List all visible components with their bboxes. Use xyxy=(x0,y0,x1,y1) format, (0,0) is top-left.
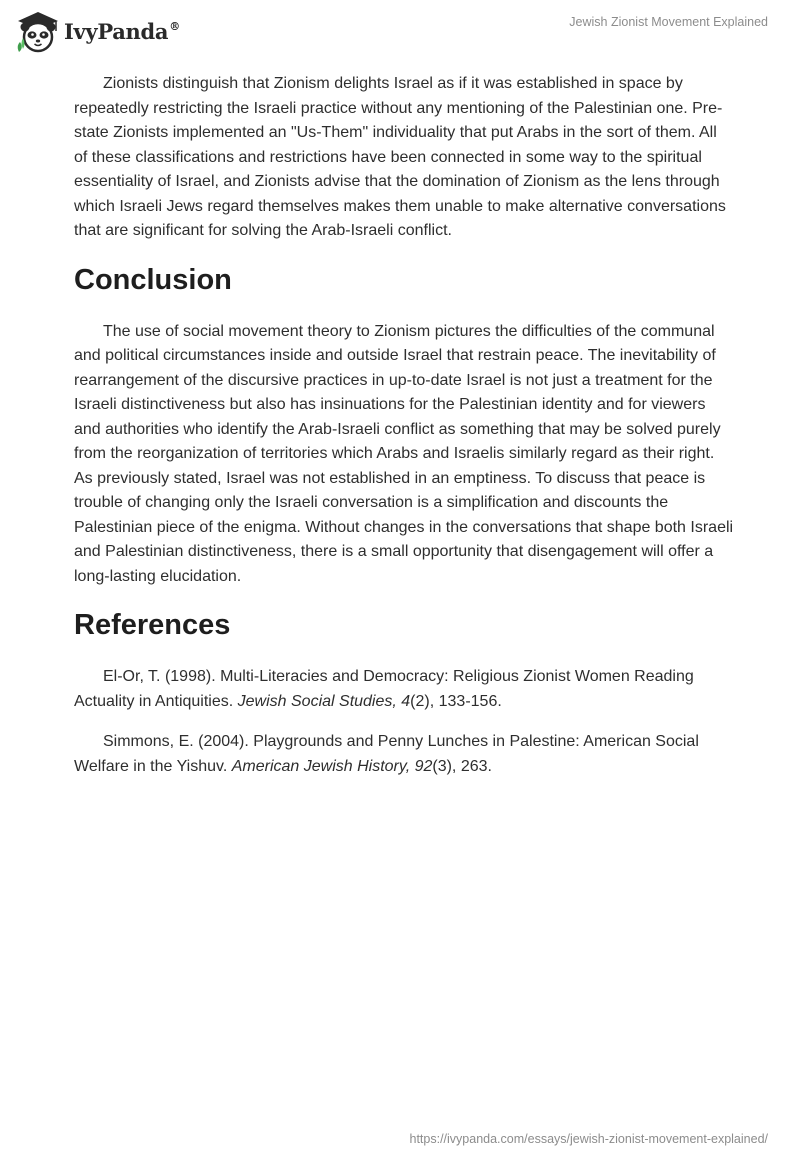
conclusion-paragraph: The use of social movement theory to Zionism pictures the difficulties of the communal and political circumstances inside and outside Israel that restrain peace. The inevitability of rearrangement of the discursive practices in up-to-date Israel is not just a treatment for the Israeli distinctiveness but also has insinuations for the Palestinian identity and for viewers and authorities who identify the Arab-Israeli conflict as something that may be solved purely from the reorganization of territories which Arabs and Israelis similarly regard as their right. As previously stated, Israel was not established in an emptiness. To discuss that peace is trouble of changing only the Israeli conversation is a simplification and discounts the Palestinian piece of the enigma. Without changes in the conversations that shape both Israeli and Palestinian distinctiveness, there is a small opportunity that disengagement will offer a long-lasting elucidation. xyxy=(74,322,734,585)
page-header xyxy=(0,0,800,60)
source-url-link[interactable]: https://ivypanda.com/essays/jewish-zionist-movement-explained/ xyxy=(409,1132,768,1146)
intro-paragraph: Zionists distinguish that Zionism delights Israel as if it was established in space by repeatedly restricting the Israeli practice without any mentioning of the Palestinian one. Pre-state Zionists implemented an "Us-Them" individuality that put Arabs in the sort of them. All of these classifications and restrictions have been connected in some way to the spiritual essentiality of Israel, and Zionists advise that the domination of Zionism as the lens through which Israeli Jews regard themselves makes them unable to make alternative conversations that are significant for solving the Arab-Israeli conflict. xyxy=(74,75,726,239)
reference-issue: (3), 263. xyxy=(432,757,492,775)
reference-journal: American Jewish History, 92 xyxy=(231,757,433,775)
brand-name: IvyPanda® xyxy=(64,18,180,44)
references-heading: References xyxy=(74,609,231,641)
panda-logo-icon xyxy=(14,8,60,54)
essay-content xyxy=(74,72,734,795)
registered-mark: ® xyxy=(169,19,180,33)
reference-text: El-Or, T. (1998). Multi-Literacies and Democracy: Religious Zionist Women Reading Actuality in Antiquities. xyxy=(74,668,694,710)
running-title: Jewish Zionist Movement Explained xyxy=(569,15,768,29)
ivypanda-logo[interactable] xyxy=(14,8,180,54)
reference-issue: (2), 133-156. xyxy=(410,692,502,710)
reference-text: Simmons, E. (2004). Playgrounds and Penny Lunches in Palestine: American Social Welfare in the Yishuv. xyxy=(74,733,699,775)
reference-item xyxy=(74,665,734,714)
reference-journal: Jewish Social Studies, 4 xyxy=(237,692,411,710)
reference-item xyxy=(74,730,734,779)
conclusion-heading: Conclusion xyxy=(74,263,232,296)
